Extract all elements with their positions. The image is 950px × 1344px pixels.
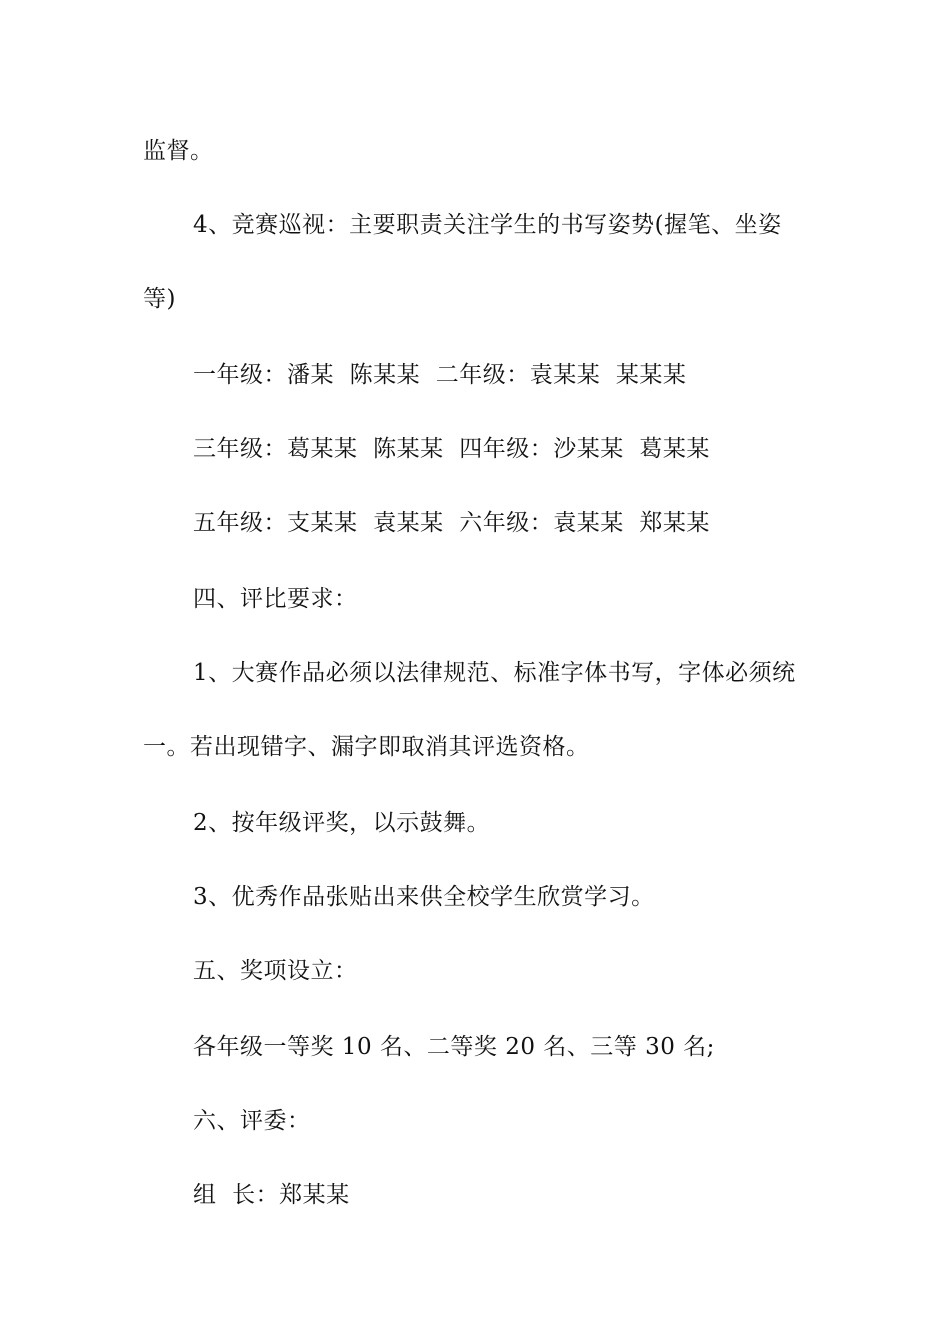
grade-assignment-1-2: 一年级：潘某 陈某某 二年级：袁某某 某某某 [193, 362, 687, 388]
section-heading-evaluation: 四、评比要求： [193, 586, 358, 612]
section-heading-awards: 五、奖项设立： [193, 958, 358, 984]
inspection-item-continuation: 等) [143, 286, 176, 312]
grade-assignment-5-6: 五年级：支某某 袁某某 六年级：袁某某 郑某某 [193, 510, 710, 536]
awards-description: 各年级一等奖 10 名、二等奖 20 名、三等 30 名; [193, 1034, 715, 1060]
evaluation-rule-3: 3、优秀作品张贴出来供全校学生欣赏学习。 [193, 884, 655, 910]
evaluation-rule-1-continuation: 一。若出现错字、漏字即取消其评选资格。 [143, 734, 590, 760]
evaluation-rule-2: 2、按年级评奖，以示鼓舞。 [193, 810, 491, 836]
inspection-item: 4、竞赛巡视：主要职责关注学生的书写姿势(握笔、坐姿 [193, 212, 782, 238]
evaluation-rule-1: 1、大赛作品必须以法律规范、标准字体书写，字体必须统 [193, 660, 796, 686]
judges-leader: 组 长：郑某某 [193, 1182, 350, 1208]
section-heading-judges: 六、评委： [193, 1108, 311, 1134]
grade-assignment-3-4: 三年级：葛某某 陈某某 四年级：沙某某 葛某某 [193, 436, 710, 462]
paragraph-continuation: 监督。 [143, 138, 214, 164]
